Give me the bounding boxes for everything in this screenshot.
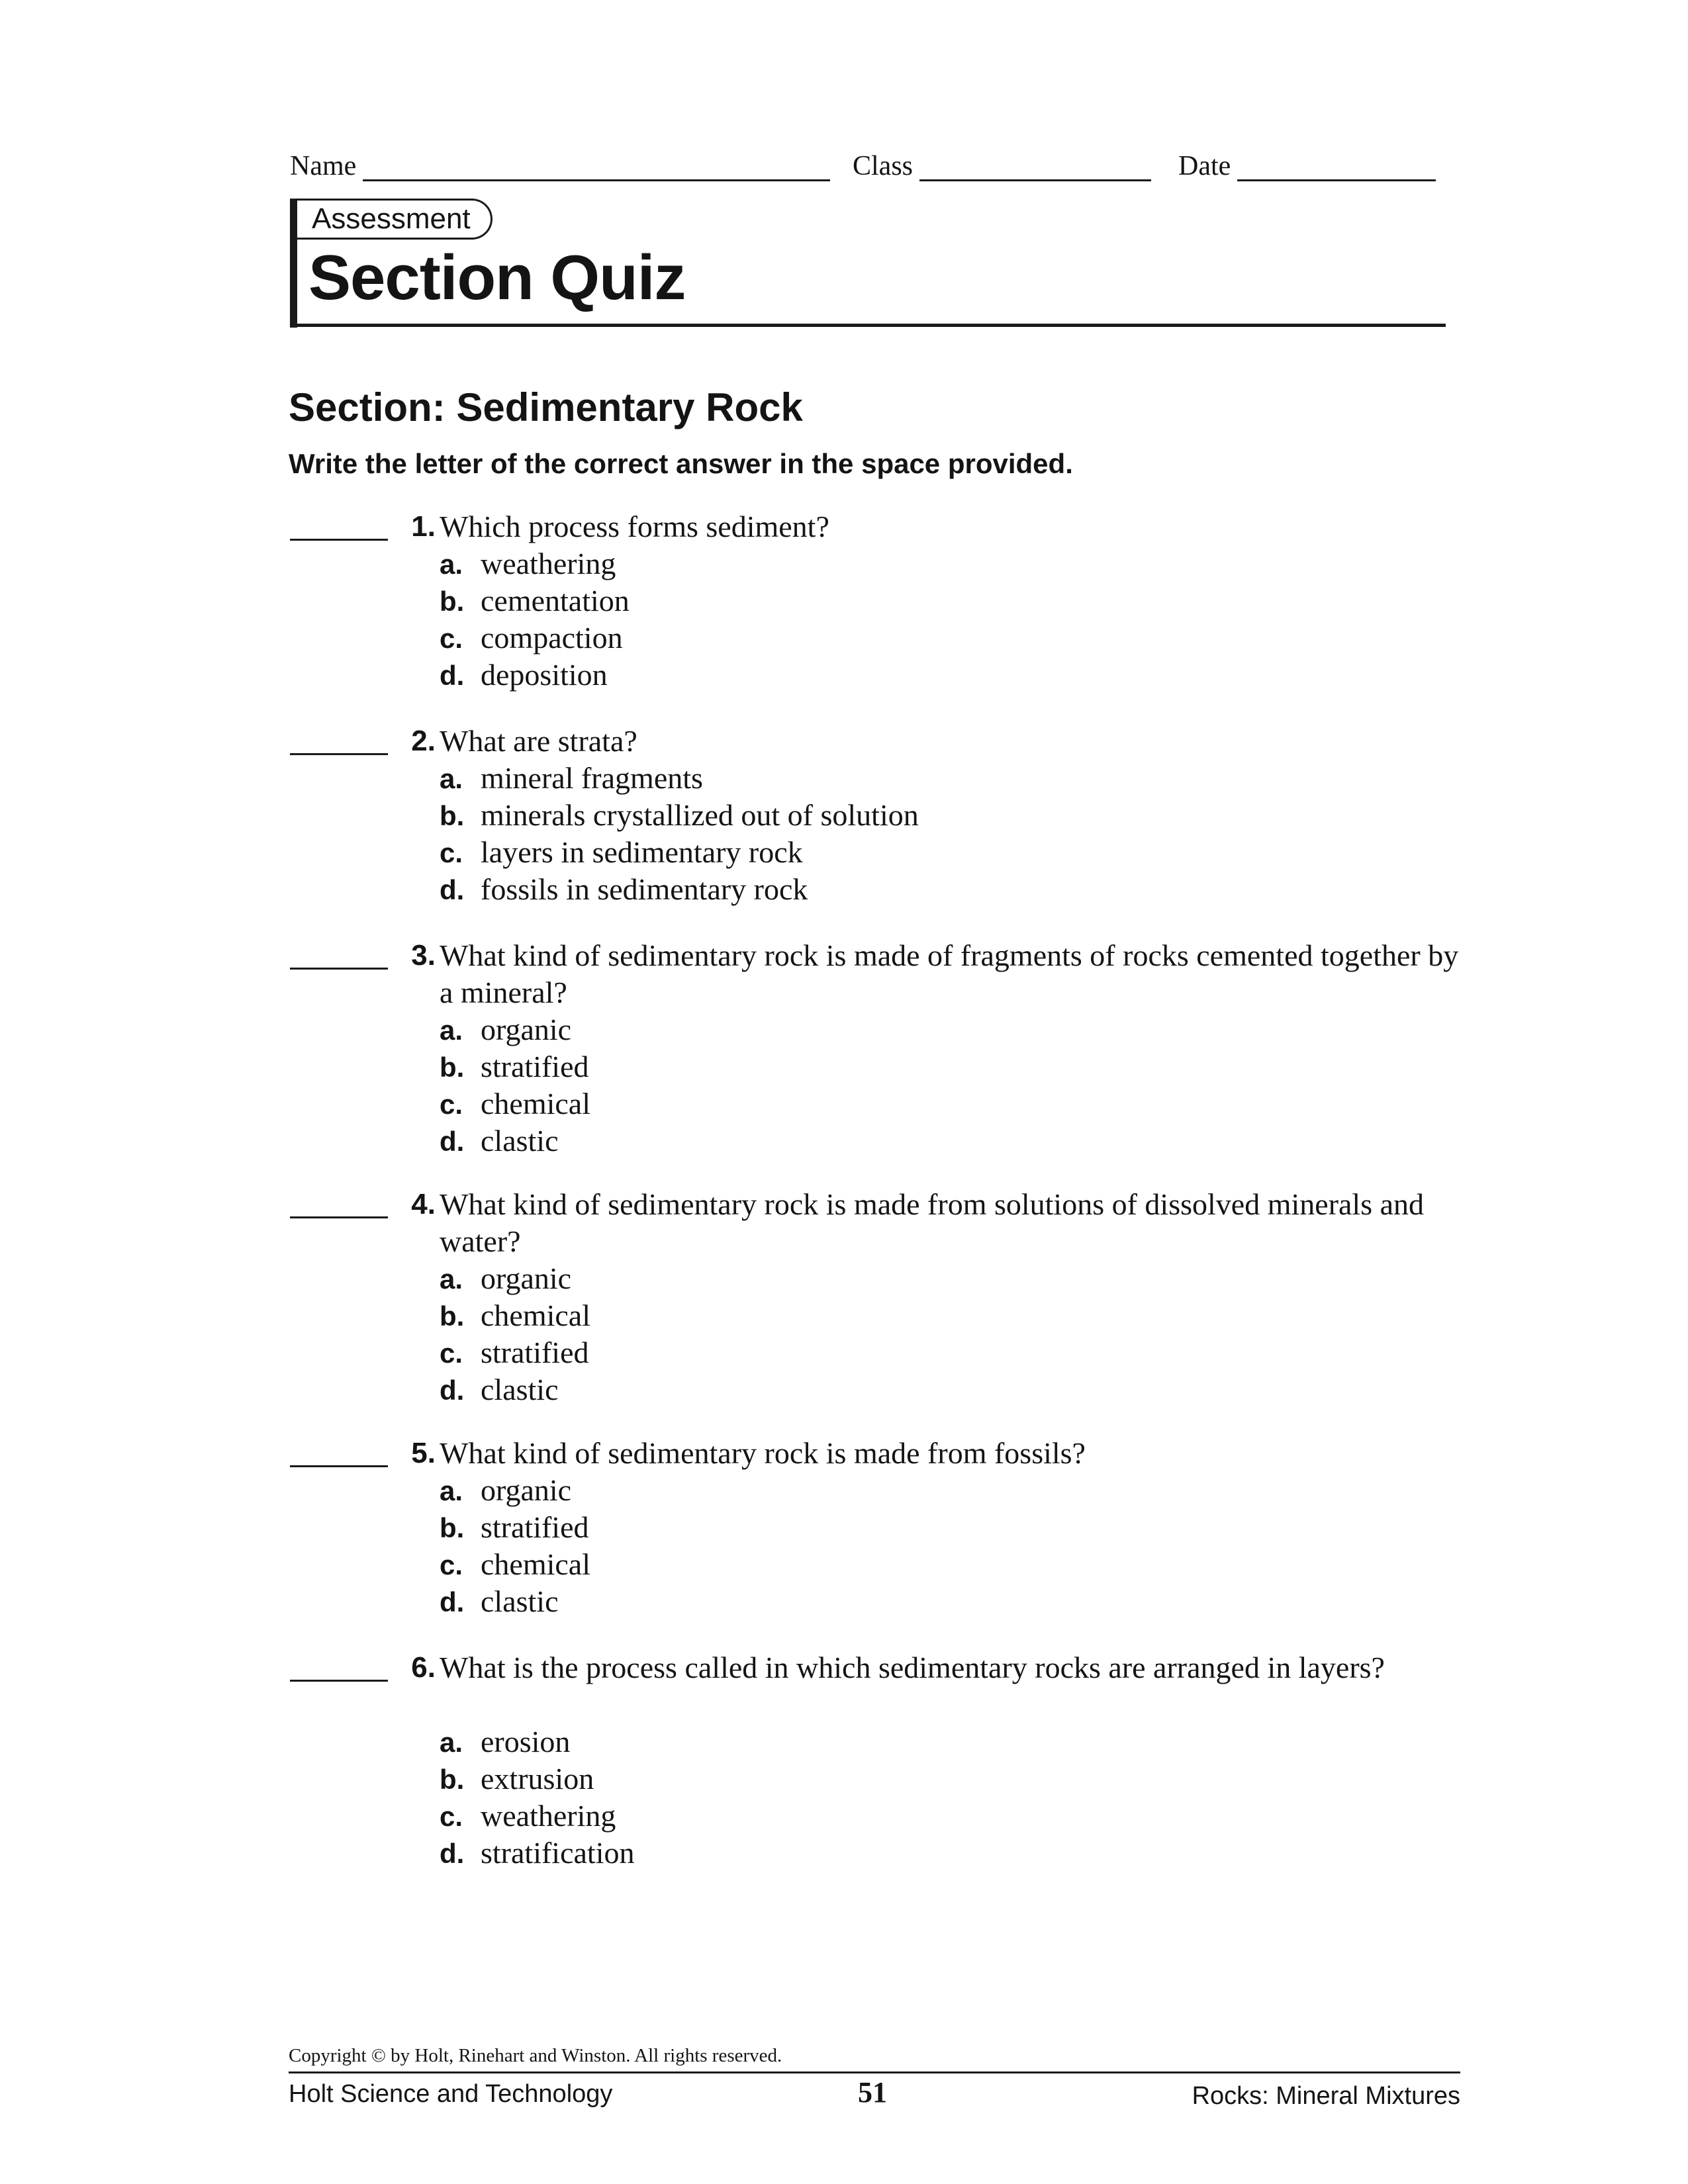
- date-input-line[interactable]: [1237, 179, 1436, 181]
- page-title: Section Quiz: [308, 242, 686, 313]
- option-b: b. extrusion: [440, 1762, 594, 1796]
- option-c: c. layers in sedimentary rock: [440, 835, 803, 869]
- option-a: a. organic: [440, 1473, 572, 1507]
- publisher-name: Holt Science and Technology: [289, 2080, 613, 2108]
- question-text: What are strata?: [440, 724, 637, 758]
- instructions: Write the letter of the correct answer in the space provided.: [289, 448, 1073, 479]
- option-a: a. mineral fragments: [440, 761, 703, 795]
- option-b: b. stratified: [440, 1050, 589, 1083]
- name-label: Name: [290, 151, 357, 181]
- option-d: d. stratification: [440, 1836, 635, 1870]
- option-b: b. minerals crystallized out of solution: [440, 798, 919, 832]
- class-field: [853, 144, 1151, 184]
- option-c: c. weathering: [440, 1799, 616, 1833]
- option-d: d. clastic: [440, 1373, 559, 1406]
- question-number: 5.: [411, 1437, 436, 1469]
- section-title: Section: Sedimentary Rock: [289, 385, 803, 430]
- question-number: 3.: [411, 939, 436, 972]
- option-a: a. organic: [440, 1013, 572, 1046]
- option-c: c. compaction: [440, 621, 623, 655]
- option-d: d. deposition: [440, 658, 608, 692]
- question-number: 6.: [411, 1651, 436, 1684]
- option-b: b. chemical: [440, 1298, 591, 1332]
- answer-blank[interactable]: [290, 1216, 388, 1218]
- option-d: d. clastic: [440, 1584, 559, 1618]
- name-input-line[interactable]: [363, 179, 830, 181]
- option-b: b. cementation: [440, 584, 630, 617]
- question-number: 2.: [411, 725, 436, 757]
- date-label: Date: [1178, 151, 1231, 181]
- class-label: Class: [853, 151, 914, 181]
- question-number: 4.: [411, 1188, 436, 1220]
- answer-blank[interactable]: [290, 968, 388, 970]
- answer-blank[interactable]: [290, 539, 388, 541]
- class-input-line[interactable]: [919, 179, 1151, 181]
- copyright-notice: Copyright © by Holt, Rinehart and Winston. All rights reserved.: [289, 2045, 782, 2066]
- question-text: Which process forms sediment?: [440, 510, 829, 543]
- page-number: 51: [858, 2076, 887, 2109]
- answer-blank[interactable]: [290, 753, 388, 755]
- option-d: d. clastic: [440, 1124, 559, 1158]
- answer-blank[interactable]: [290, 1465, 388, 1467]
- option-a: a. weathering: [440, 547, 616, 580]
- option-c: c. chemical: [440, 1547, 591, 1581]
- question-text: What is the process called in which sedimentary rocks are arranged in layers?: [440, 1651, 1385, 1684]
- question-text: What kind of sedimentary rock is made from fossils?: [440, 1436, 1086, 1470]
- option-d: d. fossils in sedimentary rock: [440, 872, 808, 906]
- banner-rule: [290, 324, 1446, 327]
- banner-bar: [290, 199, 297, 328]
- assessment-tab: Assessment: [297, 199, 492, 240]
- option-c: c. stratified: [440, 1336, 589, 1369]
- date-field: [1178, 144, 1436, 184]
- question-text: What kind of sedimentary rock is made of fragments of rocks cemented together by a mineral?: [440, 938, 1459, 1009]
- option-a: a. organic: [440, 1261, 572, 1295]
- option-c: c. chemical: [440, 1087, 591, 1120]
- option-a: a. erosion: [440, 1725, 571, 1758]
- chapter-title: Rocks: Mineral Mixtures: [1192, 2082, 1460, 2110]
- footer-rule: [289, 2071, 1460, 2073]
- option-b: b. stratified: [440, 1510, 589, 1544]
- question-number: 1.: [411, 510, 436, 543]
- name-field: [290, 144, 830, 184]
- answer-blank[interactable]: [290, 1680, 388, 1682]
- question-text: What kind of sedimentary rock is made from solutions of dissolved minerals and water?: [440, 1187, 1425, 1258]
